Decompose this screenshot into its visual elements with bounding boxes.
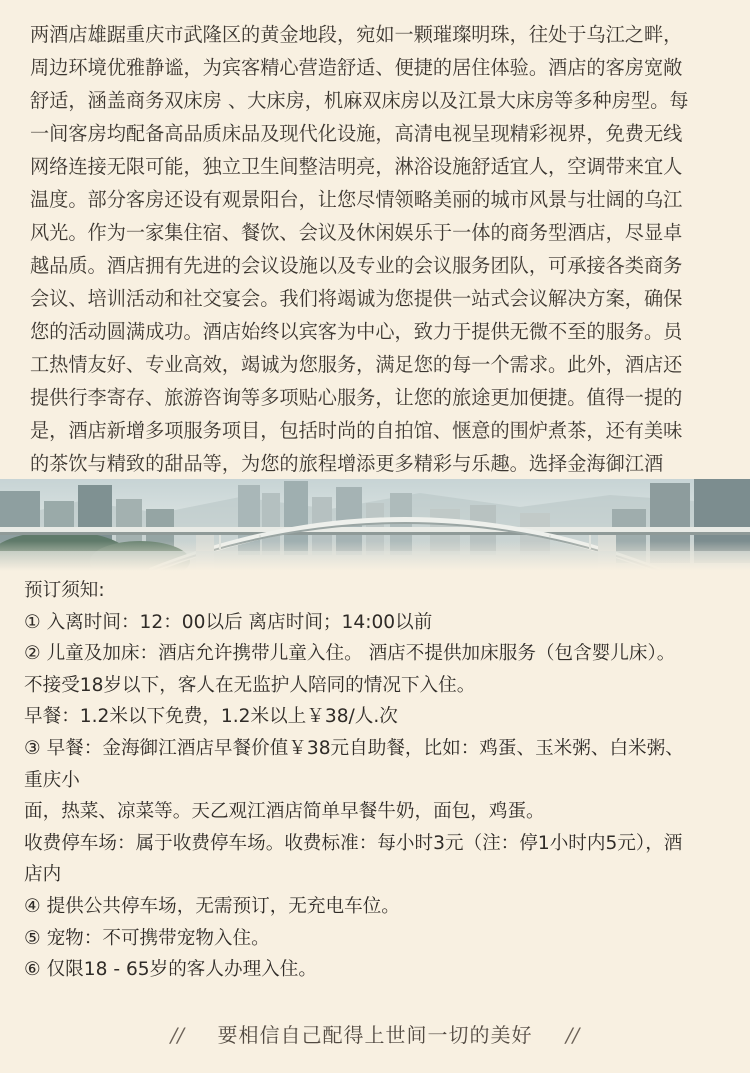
description-line: 风光。作为一家集住宿、餐饮、会议及休闲娱乐于一体的商务型酒店，尽显卓 xyxy=(30,221,683,244)
notice-line: ⑥ 仅限18 - 65岁的客人办理入住。 xyxy=(24,959,317,981)
description-line: 一间客房均配备高品质床品及现代化设施，高清电视呈现精彩视界，免费无线 xyxy=(30,122,683,145)
notice-line: 重庆小 xyxy=(24,769,80,791)
motto-left-mark: // xyxy=(170,1023,185,1047)
description-line: 工热情友好、专业高效，竭诚为您服务，满足您的每一个需求。此外，酒店还 xyxy=(30,353,683,376)
notice-line: ③ 早餐：金海御江酒店早餐价值￥38元自助餐，比如：鸡蛋、玉米粥、白米粥、 xyxy=(24,737,684,759)
notice-line: ④ 提供公共停车场，无需预订，无充电车位。 xyxy=(24,895,400,917)
description-line: 周边环境优雅静谧，为宾客精心营造舒适、便捷的居住体验。酒店的客房宽敞 xyxy=(30,56,683,79)
description-line: 越品质。酒店拥有先进的会议设施以及专业的会议服务团队，可承接各类商务 xyxy=(30,254,683,277)
notice-line: 早餐：1.2米以下免费，1.2米以上￥38/人.次 xyxy=(24,706,398,728)
description-line: 会议、培训活动和社交宴会。我们将竭诚为您提供一站式会议解决方案，确保 xyxy=(30,287,683,310)
motto-right-mark: // xyxy=(565,1023,580,1047)
notice-line: 收费停车场：属于收费停车场。收费标准：每小时3元（注：停1小时内5元），酒 xyxy=(24,832,683,854)
notice-line: 店内 xyxy=(24,864,62,886)
description-line: 提供行李寄存、旅游咨询等多项贴心服务，让您的旅途更加便捷。值得一提的 xyxy=(30,386,683,409)
city-bridge-banner xyxy=(0,479,750,571)
description-line: 是，酒店新增多项服务项目，包括时尚的自拍馆、惬意的围炉煮茶，还有美味 xyxy=(30,419,683,442)
notice-line: 面，热菜、凉菜等。天乙观江酒店简单早餐牛奶，面包，鸡蛋。 xyxy=(24,801,545,823)
booking-notice xyxy=(24,575,728,986)
hotel-description xyxy=(30,18,720,513)
description-line: 两酒店雄踞重庆市武隆区的黄金地段，宛如一颗璀璨明珠，往处于乌江之畔， xyxy=(30,23,683,46)
notice-line: ⑤ 宠物：不可携带宠物入住。 xyxy=(24,927,270,949)
description-line: 的茶饮与精致的甜品等，为您的旅程增添更多精彩与乐趣。选择金海御江酒 xyxy=(30,452,664,475)
notice-line: 不接受18岁以下，客人在无监护人陪同的情况下入住。 xyxy=(24,674,476,696)
bridge-illustration xyxy=(0,479,750,571)
description-line: 温度。部分客房还设有观景阳台，让您尽情领略美丽的城市风景与壮阔的乌江 xyxy=(30,188,683,211)
description-line: 网络连接无限可能，独立卫生间整洁明亮，淋浴设施舒适宜人，空调带来宜人 xyxy=(30,155,683,178)
description-line: 舒适，涵盖商务双床房 、大床房，机麻双床房以及江景大床房等多种房型。每 xyxy=(30,89,689,112)
motto-footer xyxy=(0,1019,750,1048)
description-line: 您的活动圆满成功。酒店始终以宾客为中心，致力于提供无微不至的服务。员 xyxy=(30,320,683,343)
motto-text: 要相信自己配得上世间一切的美好 xyxy=(217,1023,533,1047)
notice-title: 预订须知: xyxy=(24,580,105,601)
notice-line: ① 入离时间：12：00以后 离店时间；14:00以前 xyxy=(24,611,433,633)
notice-line: ② 儿童及加床：酒店允许携带儿童入住。 酒店不提供加床服务（包含婴儿床）。 xyxy=(24,643,676,665)
